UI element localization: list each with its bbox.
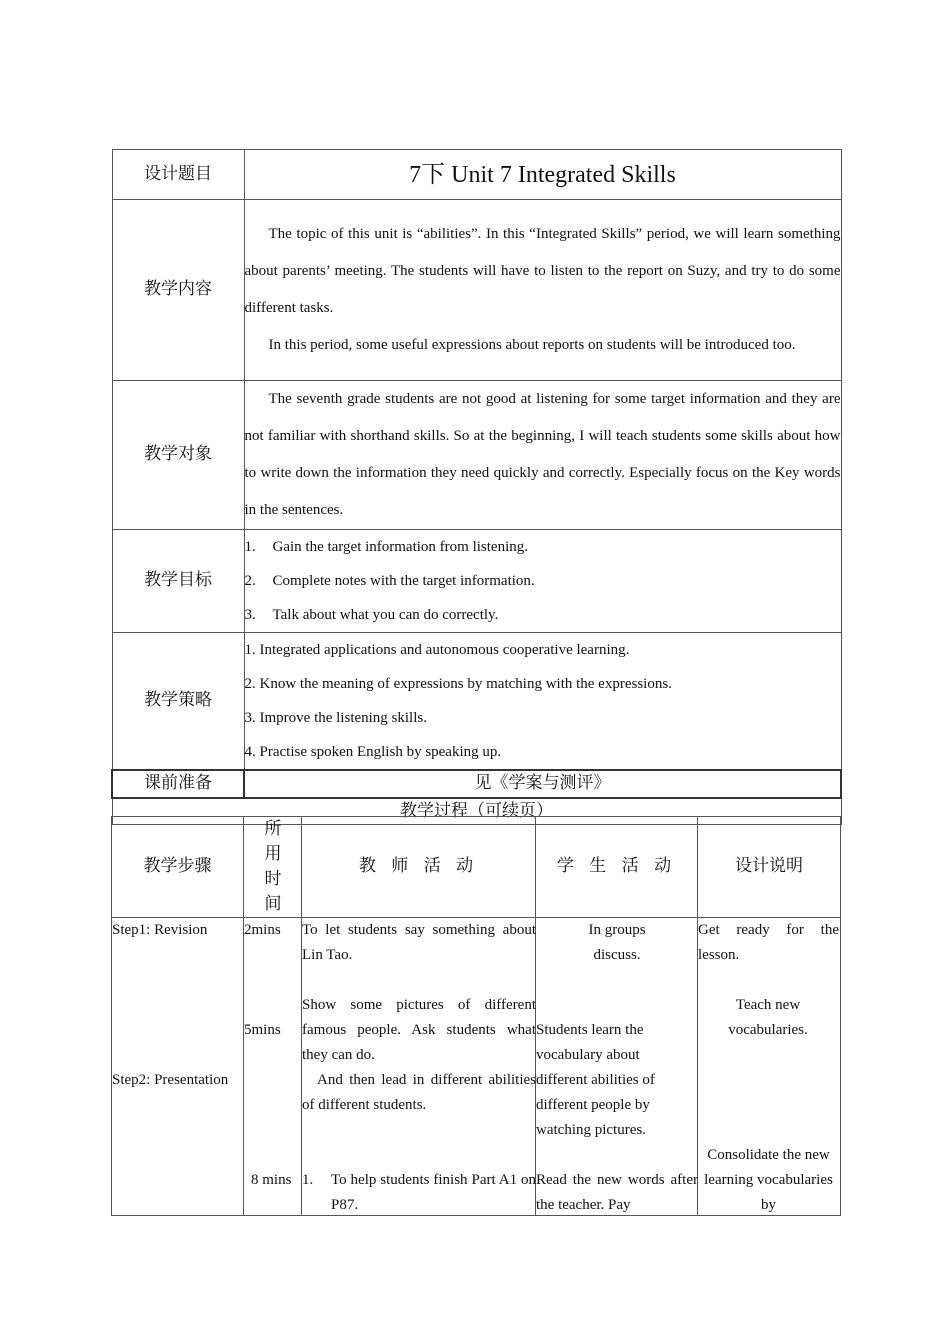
design-note-3: Consolidate the new learning vocabularies by: [704, 1147, 833, 1213]
objective-item: 3. Talk about what you can do correctly.: [244, 607, 499, 623]
objective-item: 2. Complete notes with the target information.: [244, 573, 535, 589]
lesson-info-table: [111, 149, 842, 825]
header-time: 所用时间: [244, 817, 302, 918]
objectives-label: 教学目标: [112, 530, 244, 633]
strategy-item: 2. Know the meaning of expressions by matching with the expressions.: [244, 676, 672, 692]
objective-item: 1. Gain the target information from listening.: [244, 539, 528, 555]
strategy-item: 4. Practise spoken English by speaking up.: [244, 744, 502, 760]
step-2: Step2: Presentation: [112, 1072, 229, 1088]
objectives-row: [112, 530, 841, 633]
step-1: Step1: Revision: [112, 922, 208, 938]
teacher-activity-3: And then lead in different abilities of different students.: [302, 1072, 536, 1113]
process-header-row: [112, 817, 841, 918]
time-3: 8 mins: [251, 1172, 292, 1188]
audience-label: 教学对象: [112, 381, 244, 530]
strategy-item: 3. Improve the listening skills.: [244, 710, 427, 726]
preparation-row: [112, 770, 841, 798]
student-activity-1: In groups discuss.: [588, 922, 646, 963]
strategies-label: 教学策略: [112, 633, 244, 771]
content-paragraph-2: In this period, some useful expressions about reports on students will be introduced too.: [268, 337, 796, 353]
process-title: 教学过程（可续页）: [112, 798, 841, 825]
student-activity-2: Students learn the vocabulary about different abilities of different people by watching pictures.: [536, 1022, 655, 1138]
design-topic-value: 7下 Unit 7 Integrated Skills: [244, 150, 841, 200]
audience-row: [112, 381, 841, 530]
audience-text: The seventh grade students are not good at listening for some target information and they are not familiar with shorthand skills. So at the beginning, I will teach students some skills about how to write down the information they need quickly and correctly. Especially focus on the Key words in the sentences.: [244, 391, 841, 518]
preparation-label: 课前准备: [112, 770, 244, 798]
header-teacher: 教 师 活 动: [302, 817, 536, 918]
teacher-activity-2: Show some pictures of different famous people. Ask students what they can do.: [302, 997, 536, 1063]
preparation-value: 见《学案与测评》: [244, 770, 841, 798]
content-row: [112, 200, 841, 381]
design-topic-row: [112, 150, 841, 200]
teacher-activity-1: To let students say something about Lin Tao.: [302, 922, 536, 963]
design-note-1: Get ready for the lesson.: [698, 922, 839, 963]
teacher-activity-4-num: 1.: [302, 1172, 314, 1188]
time-2: 5mins: [244, 1022, 281, 1038]
design-note-2: Teach new vocabularies.: [728, 997, 808, 1038]
teacher-activity-4-text: To help students finish Part A1 on P87.: [331, 1172, 536, 1213]
header-design: 设计说明: [698, 817, 841, 918]
process-table: [111, 816, 841, 1216]
process-body-row: [112, 918, 841, 1216]
design-topic-label: 设计题目: [112, 150, 244, 200]
time-1: 2mins: [244, 922, 281, 938]
header-steps: 教学步骤: [112, 817, 244, 918]
strategies-row: [112, 633, 841, 771]
teacher-activity-4: [302, 1168, 536, 1218]
content-paragraph-1: The topic of this unit is “abilities”. In this “Integrated Skills” period, we will learn something about parents’ meeting. The students will have to listen to the report on Suzy, and try to do some different tasks.: [244, 226, 841, 316]
student-activity-3: Read the new words after the teacher. Pay: [536, 1172, 698, 1213]
header-student: 学 生 活 动: [536, 817, 698, 918]
content-label: 教学内容: [112, 200, 244, 381]
strategy-item: 1. Integrated applications and autonomous cooperative learning.: [244, 642, 630, 658]
